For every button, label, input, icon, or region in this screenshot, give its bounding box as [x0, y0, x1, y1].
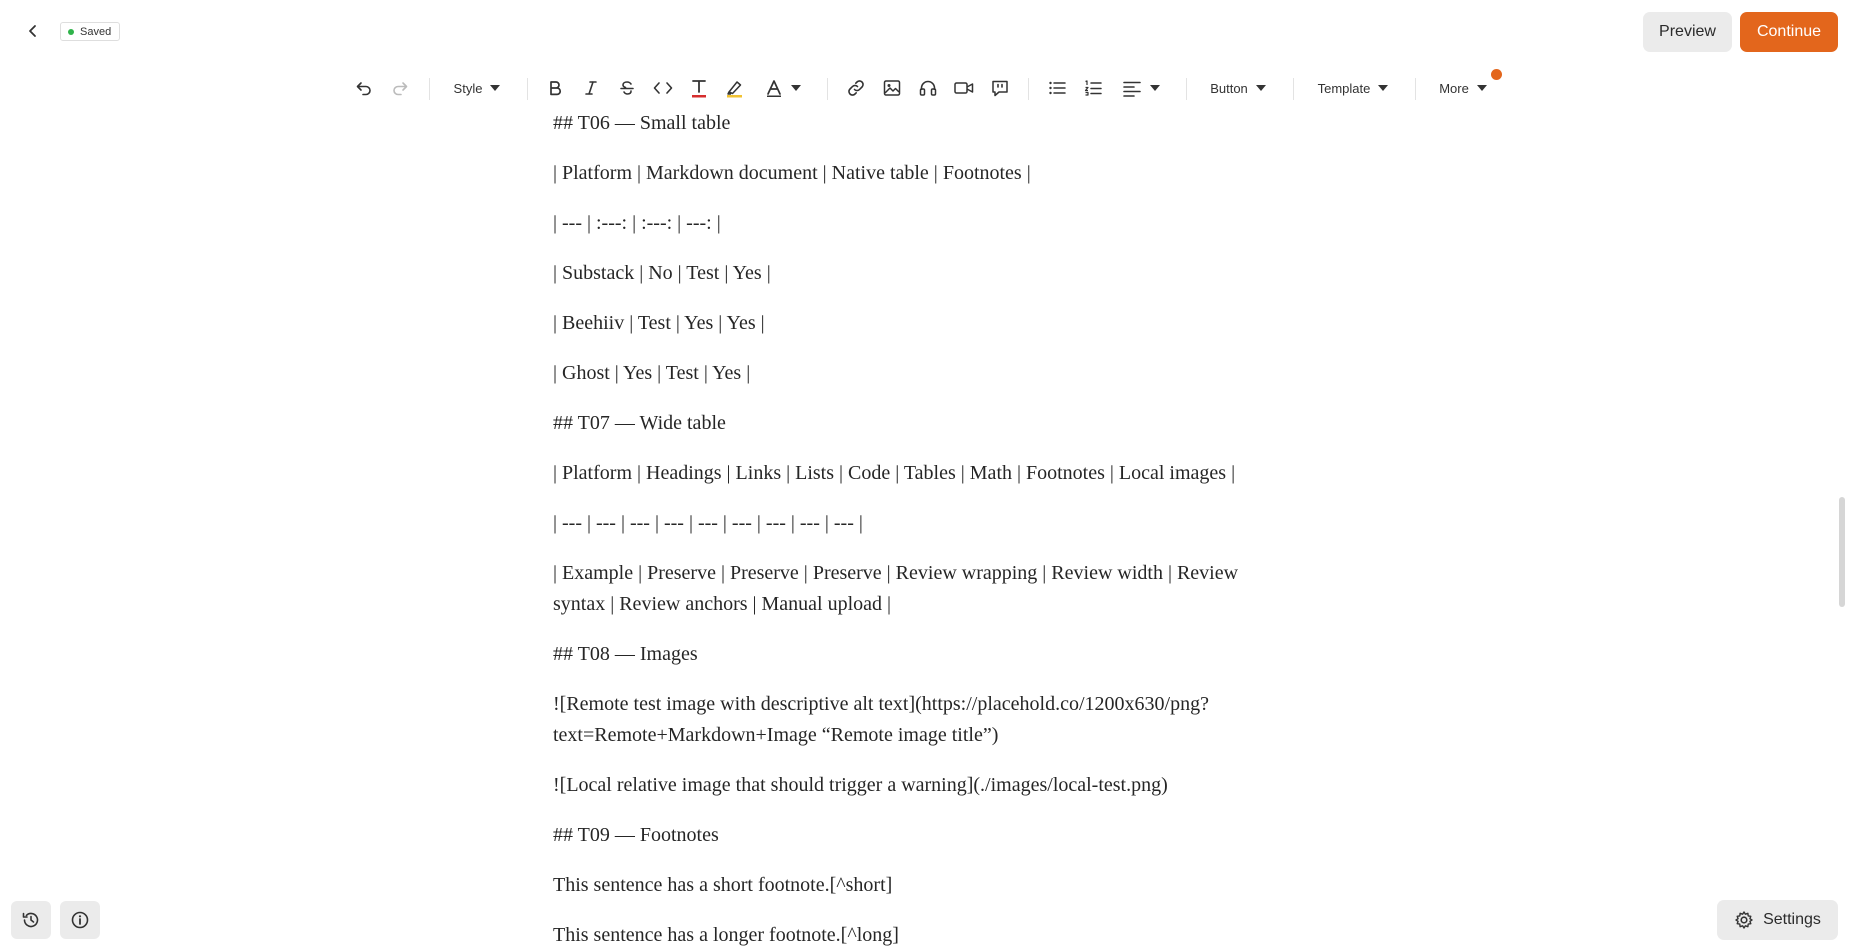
gear-icon	[1734, 910, 1754, 930]
toolbar-divider	[1293, 78, 1294, 100]
notification-dot	[1491, 69, 1502, 80]
numbered-list-button[interactable]	[1081, 74, 1105, 102]
editor-paragraph: | --- | --- | --- | --- | --- | --- | --- | --- | --- |	[553, 512, 863, 534]
italic-button[interactable]	[579, 74, 603, 102]
bullet-list-icon	[1047, 78, 1067, 98]
editor-paragraph: | --- | :---: | :---: | ---: |	[553, 212, 721, 234]
settings-label: Settings	[1763, 911, 1821, 928]
top-bar	[0, 0, 1849, 64]
editor-paragraph: | Beehiiv | Test | Yes | Yes |	[553, 312, 765, 334]
editor-paragraph: | Substack | No | Test | Yes |	[553, 262, 771, 284]
button-dropdown-label: Button	[1210, 80, 1248, 96]
style-dropdown-label: Style	[453, 80, 483, 96]
more-dropdown[interactable]	[1435, 74, 1491, 102]
highlight-button[interactable]	[723, 74, 747, 102]
highlight-icon	[725, 78, 745, 98]
bold-icon	[546, 79, 564, 97]
editor-paragraph: ## T08 — Images	[553, 643, 698, 665]
align-dropdown[interactable]	[1117, 74, 1165, 102]
redo-icon	[391, 79, 409, 97]
editor-paragraph: This sentence has a short footnote.[^short]	[553, 874, 893, 896]
editor-paragraph: ## T09 — Footnotes	[553, 824, 719, 846]
chevron-left-icon	[26, 24, 40, 38]
toolbar-divider	[429, 78, 430, 100]
editor-paragraph: | Platform | Markdown document | Native table | Footnotes |	[553, 162, 1031, 184]
undo-button[interactable]	[352, 74, 376, 102]
formatting-toolbar	[0, 68, 1849, 108]
editor-paragraph: ![Remote test image with descriptive alt text](https://placehold.co/1200x630/png?text=Remote+Markdown+Image “Remote image title”)	[553, 693, 1209, 746]
settings-button[interactable]	[1717, 900, 1838, 940]
more-dropdown-label: More	[1439, 80, 1469, 96]
editor-body[interactable]	[553, 108, 1273, 952]
video-icon	[953, 78, 975, 98]
saved-status-label: Saved	[80, 25, 112, 38]
code-icon	[653, 79, 673, 97]
editor-paragraph: | Example | Preserve | Preserve | Preserve | Review wrapping | Review width | Review syntax | Review anchors | Manual upload |	[553, 562, 1239, 615]
history-icon	[21, 910, 41, 930]
template-dropdown[interactable]	[1312, 74, 1394, 102]
caret-down-icon	[791, 85, 801, 91]
style-dropdown[interactable]	[448, 74, 506, 102]
scrollbar-thumb[interactable]	[1839, 497, 1845, 607]
saved-status-badge	[60, 22, 120, 41]
font-icon	[765, 78, 783, 98]
toolbar-divider	[827, 78, 828, 100]
editor-paragraph: ## T07 — Wide table	[553, 412, 726, 434]
editor-paragraph: ![Local relative image that should trigger a warning](./images/local-test.png)	[553, 774, 1168, 796]
editor-paragraph: This sentence has a longer footnote.[^long]	[553, 924, 899, 946]
font-dropdown[interactable]	[759, 74, 807, 102]
caret-down-icon	[1378, 85, 1388, 91]
editor-paragraph: ## T06 — Small table	[553, 112, 731, 134]
preview-button[interactable]: Preview	[1643, 12, 1732, 52]
caret-down-icon	[1477, 85, 1487, 91]
caret-down-icon	[490, 85, 500, 91]
continue-button[interactable]: Continue	[1740, 12, 1838, 52]
editor-paragraph: | Platform | Headings | Links | Lists | Code | Tables | Math | Footnotes | Local images |	[553, 462, 1236, 484]
audio-icon	[918, 78, 938, 98]
link-button[interactable]	[844, 74, 868, 102]
link-icon	[846, 78, 866, 98]
bullet-list-button[interactable]	[1045, 74, 1069, 102]
numbered-list-icon	[1083, 78, 1103, 98]
comment-button[interactable]	[988, 74, 1012, 102]
strikethrough-button[interactable]	[615, 74, 639, 102]
saved-status-dot	[68, 29, 74, 35]
template-dropdown-label: Template	[1317, 80, 1371, 96]
button-dropdown[interactable]	[1205, 74, 1271, 102]
text-color-button[interactable]	[687, 74, 711, 102]
toolbar-divider	[1415, 78, 1416, 100]
history-button[interactable]	[11, 901, 51, 939]
audio-button[interactable]	[916, 74, 940, 102]
back-button[interactable]	[20, 18, 46, 44]
align-icon	[1122, 78, 1142, 98]
image-icon	[882, 78, 902, 98]
comment-icon	[990, 78, 1010, 98]
info-button[interactable]	[60, 901, 100, 939]
info-icon	[70, 910, 90, 930]
text-color-icon	[690, 78, 708, 98]
editor-paragraph: | Ghost | Yes | Test | Yes |	[553, 362, 751, 384]
caret-down-icon	[1150, 85, 1160, 91]
toolbar-divider	[527, 78, 528, 100]
caret-down-icon	[1256, 85, 1266, 91]
image-button[interactable]	[880, 74, 904, 102]
bold-button[interactable]	[543, 74, 567, 102]
redo-button[interactable]	[388, 74, 412, 102]
toolbar-divider	[1186, 78, 1187, 100]
strikethrough-icon	[618, 79, 636, 97]
italic-icon	[582, 79, 600, 97]
code-button[interactable]	[651, 74, 675, 102]
toolbar-divider	[1028, 78, 1029, 100]
undo-icon	[355, 79, 373, 97]
video-button[interactable]	[952, 74, 976, 102]
